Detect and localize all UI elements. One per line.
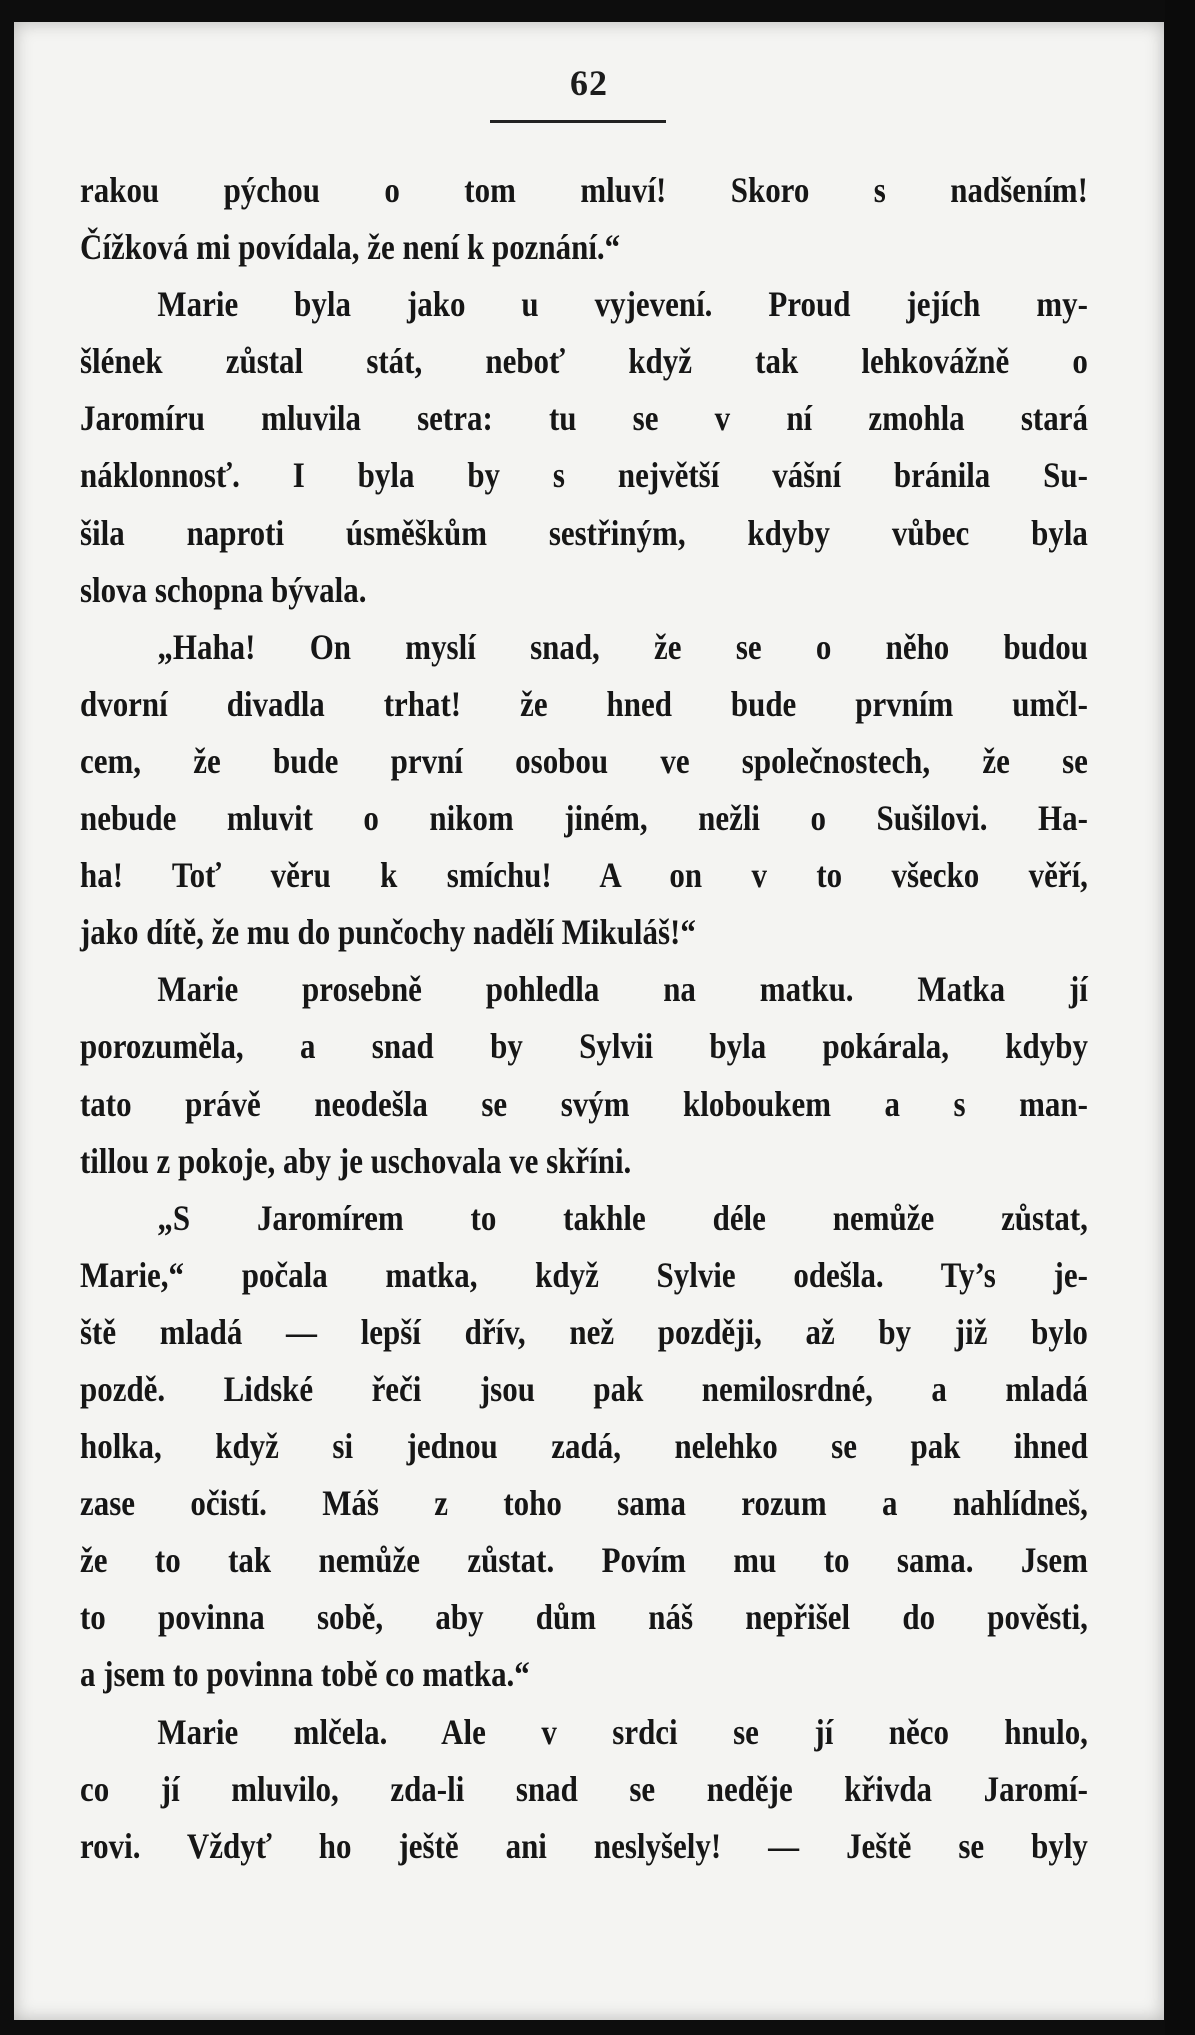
body-text	[80, 162, 1088, 1875]
text-line: co jí mluvilo, zda-li snad se neděje křivda Jaromí-	[80, 1768, 1088, 1809]
text-line: holka, když si jednou zadá, nelehko se pak ihned	[80, 1426, 1088, 1467]
text-line: a jsem to povinna tobě co matka.“	[80, 1654, 530, 1695]
text-line: „Haha! On myslí snad, že se o něho budou	[157, 626, 1088, 667]
text-line: Marie,“ počala matka, když Sylvie odešla. Ty’s je-	[80, 1254, 1088, 1295]
text-line: náklonnosť. I byla by s největší vášní bránila Su-	[80, 455, 1088, 496]
book-page	[14, 22, 1164, 2020]
text-line: tato právě neodešla se svým kloboukem a s man-	[80, 1083, 1088, 1124]
text-line: Marie byla jako u vyjevení. Proud jejích my-	[157, 284, 1088, 325]
text-line: nebude mluvit o nikom jiném, nežli o Sušilovi. Ha-	[80, 798, 1088, 839]
text-line: rovi. Vždyť ho ještě ani neslyšely! — Ještě se byly	[80, 1825, 1088, 1866]
text-line: pozdě. Lidské řeči jsou pak nemilosrdné, a mladá	[80, 1368, 1088, 1409]
text-line: tillou z pokoje, aby je uschovala ve skříni.	[80, 1140, 632, 1181]
text-line: Jaromíru mluvila setra: tu se v ní zmohla stará	[80, 398, 1088, 439]
text-line: šila naproti úsměškům sestřiným, kdyby vůbec byla	[80, 512, 1088, 553]
page-number: 62	[570, 63, 608, 103]
page-number-rule	[490, 120, 666, 123]
text-line: cem, že bude první osobou ve společnostech, že se	[80, 740, 1088, 781]
text-line: Čížková mi povídala, že není k poznání.“	[80, 227, 621, 268]
text-line: ště mladá — lepší dřív, než později, až by již bylo	[80, 1311, 1088, 1352]
text-line: jako dítě, že mu do punčochy nadělí Mikuláš!“	[80, 912, 696, 953]
text-line: porozuměla, a snad by Sylvii byla pokárala, kdyby	[80, 1026, 1088, 1067]
text-line: dvorní divadla trhat! že hned bude prvním umčl-	[80, 683, 1088, 724]
text-line: že to tak nemůže zůstat. Povím mu to sama. Jsem	[80, 1540, 1088, 1581]
text-line: to povinna sobě, aby dům náš nepřišel do pověsti,	[80, 1597, 1088, 1638]
text-line: „S Jaromírem to takhle déle nemůže zůstat,	[157, 1197, 1088, 1238]
text-line: rakou pýchou o tom mluví! Skoro s nadšením!	[80, 170, 1088, 210]
text-line: ha! Toť věru k smíchu! A on v to všecko věří,	[80, 855, 1088, 896]
text-line: Marie mlčela. Ale v srdci se jí něco hnulo,	[157, 1711, 1088, 1752]
scan-edge	[1165, 0, 1195, 2035]
text-line: zase očistí. Máš z toho sama rozum a nahlídneš,	[80, 1483, 1088, 1524]
text-line: Marie prosebně pohledla na matku. Matka jí	[157, 969, 1088, 1010]
text-line: slova schopna bývala.	[80, 569, 367, 610]
text-line: šlének zůstal stát, neboť když tak lehkovážně o	[80, 341, 1088, 382]
